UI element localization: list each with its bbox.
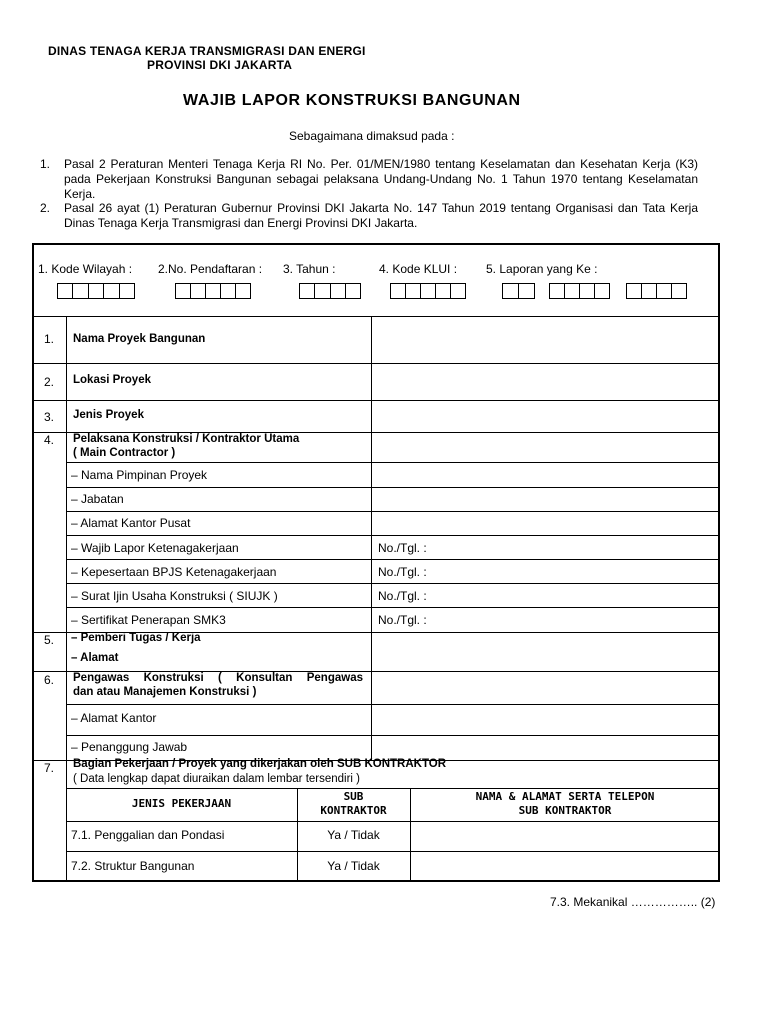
intro-item-number: 1. [40,157,51,171]
sub-kontraktor-header-l2: KONTRAKTOR [320,804,387,817]
nama-pimpinan-label: – Nama Pimpinan Proyek [71,468,208,482]
jenis-pekerjaan-cell: 7.1. Penggalian dan Pondasi [71,828,225,842]
sub-kontraktor-header-l1: SUB [343,790,364,803]
laporan-ke-label: 5. Laporan yang Ke : [486,262,598,276]
row-number: 5. [44,633,55,647]
pelaksana-konstruksi-label: Pelaksana Konstruksi / Kontraktor Utama [73,433,300,445]
continuation-note: 7.3. Mekanikal …………….. (2) [550,895,716,909]
no-pendaftaran-label: 2.No. Pendaftaran : [158,262,263,276]
kode-wilayah-label: 1. Kode Wilayah : [38,262,133,276]
main-contractor-label: ( Main Contractor ) [73,447,176,459]
sub-kontraktor-heading: Bagian Pekerjaan / Proyek yang dikerjakan oleh SUB KONTRAKTOR [73,758,447,770]
laporan-ke-boxes-c[interactable] [626,283,687,299]
kode-klui-boxes[interactable] [390,283,466,299]
intro-lead: Sebagaimana dimaksud pada : [289,129,455,143]
tahun-label: 3. Tahun : [283,262,336,276]
jenis-pekerjaan-cell: 7.2. Struktur Bangunan [71,859,195,873]
penanggung-jawab-label: – Penanggung Jawab [71,740,188,754]
nama-proyek-field[interactable] [372,317,718,362]
row-number: 7. [44,761,55,775]
siujk-label: – Surat Ijin Usaha Konstruksi ( SIUJK ) [71,589,278,603]
row-number: 2. [44,375,55,389]
nama-alamat-field[interactable] [411,822,718,850]
manajemen-konstruksi-label: dan atau Manajemen Konstruksi ) [73,686,257,698]
kode-wilayah-boxes[interactable] [57,283,135,299]
no-tgl-label: No./Tgl. : [378,589,427,603]
row-number: 3. [44,410,55,424]
nama-alamat-header-l2: SUB KONTRAKTOR [518,804,612,817]
sub-kontraktor-note: ( Data lengkap dapat diuraikan dalam lembar tersendiri ) [73,773,361,785]
alamat-kantor-label: – Alamat Kantor [71,711,157,725]
bpjs-label: – Kepesertaan BPJS Ketenagakerjaan [71,565,277,579]
page-title: WAJIB LAPOR KONSTRUKSI BANGUNAN [183,92,521,109]
ya-tidak-choice[interactable]: Ya / Tidak [327,828,380,842]
wajib-lapor-label: – Wajib Lapor Ketenagakerjaan [71,541,239,555]
lokasi-proyek-label: Lokasi Proyek [73,374,151,386]
smk3-label: – Sertifikat Penerapan SMK3 [71,613,226,627]
ya-tidak-choice[interactable]: Ya / Tidak [327,859,380,873]
nama-alamat-field[interactable] [411,852,718,880]
row-number: 4. [44,433,55,447]
jabatan-label: – Jabatan [71,492,124,506]
laporan-ke-boxes-a[interactable] [502,283,535,299]
tahun-boxes[interactable] [299,283,361,299]
agency-name: DINAS TENAGA KERJA TRANSMIGRASI DAN ENERGI [48,44,366,58]
no-tgl-label: No./Tgl. : [378,613,427,627]
intro-item-text: Pasal 26 ayat (1) Peraturan Gubernur Provinsi DKI Jakarta No. 147 Tahun 2019 tentang Organisasi dan Tata Kerja Dinas Tenaga Kerja Transmigrasi dan Energi Provinsi DKI Jakarta. [64,201,698,230]
intro-item-text: Pasal 2 Peraturan Menteri Tenaga Kerja RI No. Per. 01/MEN/1980 tentang Keselamatan dan Kesehatan Kerja (K3) pada Pekerjaan Konstruksi Bangunan sebagai pelaksana Undang-Undang No. 1 Tahun 1970 tentang Keselamatan Kerja. [64,157,698,201]
kode-klui-label: 4. Kode KLUI : [379,262,458,276]
nama-alamat-header-l1: NAMA & ALAMAT SERTA TELEPON [475,790,655,803]
agency-province: PROVINSI DKI JAKARTA [147,58,293,72]
nama-proyek-label: Nama Proyek Bangunan [73,333,206,345]
alamat-label: – Alamat [71,652,119,664]
intro-item-number: 2. [40,201,51,215]
row-number: 1. [44,332,55,346]
no-tgl-label: No./Tgl. : [378,541,427,555]
alamat-kantor-pusat-label: – Alamat Kantor Pusat [71,516,191,530]
no-tgl-label: No./Tgl. : [378,565,427,579]
pengawas-konstruksi-label: Pengawas Konstruksi ( Konsultan Pengawas [73,672,363,684]
jenis-proyek-field[interactable] [372,401,718,431]
laporan-ke-boxes-b[interactable] [549,283,610,299]
jenis-pekerjaan-header: JENIS PEKERJAAN [131,797,232,810]
row-number: 6. [44,673,55,687]
no-pendaftaran-boxes[interactable] [175,283,251,299]
lokasi-proyek-field[interactable] [372,364,718,399]
jenis-proyek-label: Jenis Proyek [73,409,144,421]
pemberi-tugas-label: – Pemberi Tugas / Kerja [71,632,201,644]
